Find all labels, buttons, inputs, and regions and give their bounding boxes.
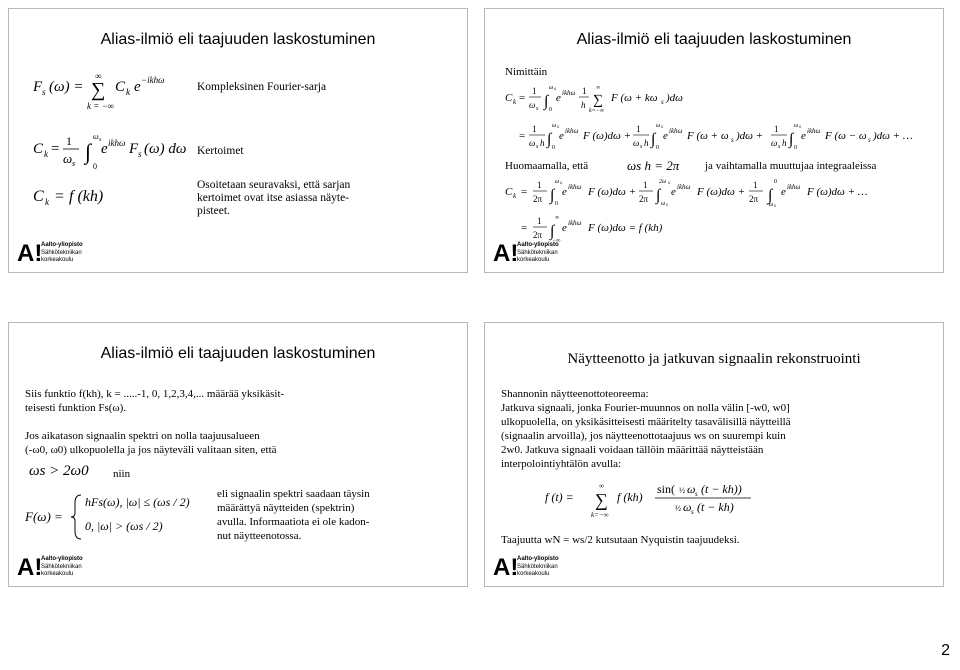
intro-text: Nimittäin [505,66,548,78]
svg-text:(t − kh)): (t − kh)) [701,482,742,496]
svg-text:s: s [640,144,643,150]
svg-text:h: h [581,100,586,110]
theorem-line-3: ulkopuolella, on yksikäsitteisesti määritelty tasavälisillä näytteillä [501,416,791,428]
svg-text:ikhω: ikhω [807,127,821,135]
interpolation-equation [545,475,805,523]
svg-text:s: s [72,159,76,168]
sampling-condition: ωs > 2ω0 [29,463,89,479]
svg-text:h: h [644,138,649,148]
slide-title: Näytteenotto ja jatkuvan signaalin rekonstruointi [567,351,861,367]
svg-text:sin(: sin( [657,482,675,496]
coefficients-label: Kertoimet [197,145,244,157]
svg-text:0: 0 [656,145,659,151]
result-description-line-1: Osoitetaan seuravaksi, että sarjan [197,179,351,191]
svg-text:F: F [33,79,43,95]
svg-text:F: F [129,141,139,157]
svg-text:0: 0 [552,145,555,151]
svg-text:½: ½ [679,486,685,495]
svg-text:h: h [782,138,787,148]
fourier-series-equation [33,69,193,117]
paragraph-2-line-2: (-ω0, ω0) ulkopuolella ja jos näyteväli valitaan siten, että [25,444,277,456]
svg-text:1: 1 [532,124,537,134]
svg-text:ω: ω [549,85,554,91]
svg-text:)dω +: )dω + [736,130,764,142]
svg-text:=: = [519,92,526,104]
piecewise-brace [71,493,83,541]
svg-text:∑: ∑ [593,93,603,108]
svg-text:ω: ω [63,151,73,166]
svg-text:ikhω: ikhω [562,89,576,97]
svg-text:s: s [560,181,562,186]
svg-text:k: k [126,87,130,97]
svg-text:k: k [513,192,517,200]
paragraph-1-line-2: teisesti funktion Fs(ω). [25,402,127,414]
svg-text:C: C [33,141,44,157]
svg-text:k=−∞: k=−∞ [589,108,605,114]
svg-text:f (kh): f (kh) [69,188,104,205]
slide-4 [484,322,944,587]
slide-3 [8,322,468,587]
result-equation [33,181,153,211]
university-line-2: Sähkötekniikan [41,563,82,570]
svg-text:s: s [661,98,664,106]
svg-text:s: s [774,204,776,209]
university-line-3: korkeakoulu [517,257,550,263]
svg-text:e: e [559,130,564,142]
piecewise-case-2: 0, |ω| > (ωs / 2) [85,519,163,533]
svg-text:s: s [557,125,559,130]
svg-text:ω: ω [529,100,536,110]
svg-text:e: e [801,130,806,142]
svg-text:ikhω: ikhω [568,183,582,191]
note-text-1: Huomaamalla, että [505,160,589,172]
final-equations [499,173,939,245]
svg-text:ikhω: ikhω [787,183,801,191]
svg-text:0: 0 [549,107,552,113]
university-line-2: Sähkötekniikan [517,563,558,570]
university-name [41,242,83,265]
svg-text:2π: 2π [639,194,649,204]
svg-text:1: 1 [66,134,72,148]
svg-text:−ikhω: −ikhω [141,75,165,85]
paragraph-2-line-1: Jos aikatason signaalin spektri on nolla taajuusalueen [25,430,260,442]
svg-text:e: e [562,222,567,234]
svg-text:∫: ∫ [544,93,549,110]
svg-text:s: s [778,144,781,150]
university-line-3: korkeakoulu [41,571,74,577]
svg-text:e: e [134,79,141,95]
svg-text:ikhω: ikhω [565,127,579,135]
slide-title: Alias-ilmiö eli taajuuden laskostuminen [100,345,376,362]
svg-text:k = −∞: k = −∞ [87,101,115,111]
svg-text:s: s [695,490,698,498]
slide-title: Alias-ilmiö eli taajuuden laskostuminen [100,31,376,48]
svg-text:0: 0 [555,201,558,207]
svg-text:s: s [99,137,102,143]
svg-text:=: = [51,141,60,157]
university-line-2: Sähkötekniikan [517,249,558,256]
svg-text:2π: 2π [533,194,543,204]
svg-text:C: C [115,79,126,95]
svg-text:s: s [42,87,46,97]
svg-text:C: C [33,188,44,205]
svg-text:½: ½ [675,504,681,513]
svg-text:F (ω)dω = f (kh): F (ω)dω = f (kh) [588,222,663,234]
svg-text:(ω) =: (ω) = [49,79,84,95]
result-description-line-2: kertoimet ovat itse asiassa näyte- [197,192,350,204]
svg-text:k: k [44,149,48,159]
svg-text:C: C [505,186,513,198]
slide-1 [8,8,468,273]
result-description-line-3: pisteet. [197,205,230,217]
svg-text:F (ω)dω + …: F (ω)dω + … [807,186,868,198]
svg-text:f (t) =: f (t) = [545,490,574,504]
svg-text:∑: ∑ [91,79,106,101]
svg-text:e: e [101,141,108,157]
paragraph-3-line-2: määrättyä näytteiden (spektrin) [217,502,355,514]
university-name [517,556,559,579]
university-line-3: korkeakoulu [517,571,550,577]
svg-text:ω: ω [661,201,666,207]
svg-text:ω: ω [794,123,799,129]
svg-text:s: s [868,136,871,144]
svg-text:∞: ∞ [599,482,604,490]
svg-text:k: k [513,98,517,106]
university-line-1: Aalto-yliopisto [41,242,83,248]
svg-text:s: s [666,203,668,208]
aalto-logo: A! [493,240,519,267]
svg-text:∞: ∞ [95,71,102,81]
university-line-1: Aalto-yliopisto [517,242,559,248]
svg-text:0: 0 [93,162,97,171]
svg-text:s: s [731,136,734,144]
theorem-line-4: (signaalin arvoilla), jos näytteenottotaajuus ws on suurempi kuin [501,430,786,442]
svg-text:e: e [556,92,561,104]
svg-text:f (kh): f (kh) [617,490,643,504]
svg-text:0: 0 [794,145,797,151]
svg-text:F (ω + kω: F (ω + kω [611,92,658,104]
svg-text:∑: ∑ [595,490,608,510]
svg-text:1: 1 [532,86,537,96]
svg-text:s: s [668,181,670,186]
fourier-series-label: Kompleksinen Fourier-sarja [197,81,327,93]
aalto-logo: A! [17,554,43,581]
svg-text:2ω: 2ω [659,179,667,185]
svg-text:(t − kh): (t − kh) [697,500,734,514]
coefficients-equation [33,127,193,175]
university-line-2: Sähkötekniikan [41,249,82,256]
svg-text:∞: ∞ [555,215,560,221]
svg-text:∫: ∫ [550,187,555,204]
note-text-2: ja vaihtamalla muuttujaa integraaleissa [705,160,877,172]
svg-text:∫: ∫ [768,187,773,204]
svg-text:1: 1 [537,180,542,190]
note-equation: ωs h = 2π [627,158,680,173]
university-name [41,556,83,579]
svg-text:2π: 2π [749,194,759,204]
svg-text:∫: ∫ [651,131,656,148]
svg-text:F (ω − ω: F (ω − ω [825,130,867,142]
svg-text:=: = [519,130,526,142]
svg-text:s: s [554,87,556,92]
paragraph-3-line-1: eli signaalin spektri saadaan täysin [217,488,370,500]
svg-text:(ω) dω: (ω) dω [144,141,187,157]
svg-text:∫: ∫ [656,187,661,204]
svg-text:e: e [671,186,676,198]
slide-2 [484,8,944,273]
svg-text:C: C [505,92,513,104]
svg-text:0: 0 [774,179,777,185]
svg-text:ω: ω [552,123,557,129]
svg-text:ikhω: ikhω [108,138,126,148]
svg-text:)dω + …: )dω + … [873,130,913,142]
svg-text:1: 1 [582,86,587,96]
svg-text:∫: ∫ [547,131,552,148]
svg-text:e: e [663,130,668,142]
paragraph-3-line-3: avulla. Informaatiota ei ole kadon- [217,516,370,528]
svg-text:s: s [138,149,142,159]
university-line-1: Aalto-yliopisto [517,556,559,562]
svg-text:ω: ω [93,132,99,141]
svg-text:−ω: −ω [765,202,774,208]
svg-text:=: = [55,188,65,205]
svg-text:ω: ω [687,482,696,496]
svg-text:h: h [540,138,545,148]
theorem-line-5: 2w0. Jatkuva signaali voidaan tällöin määrittää näytteistään [501,444,764,456]
svg-text:ω: ω [771,138,778,148]
svg-text:s: s [536,144,539,150]
svg-text:ikhω: ikhω [677,183,691,191]
svg-text:s: s [536,106,539,112]
svg-text:k: k [45,197,49,207]
aalto-logo: A! [17,240,43,267]
svg-text:ikhω: ikhω [568,219,582,227]
svg-text:e: e [781,186,786,198]
svg-text:∫: ∫ [550,223,555,240]
svg-text:F (ω + ω: F (ω + ω [687,130,729,142]
university-name [517,242,559,265]
aalto-logo: A! [493,554,519,581]
svg-text:=: = [521,186,528,198]
svg-text:=: = [521,222,528,234]
svg-text:ω: ω [656,123,661,129]
svg-text:s: s [691,508,694,516]
svg-text:k=−∞: k=−∞ [591,511,609,519]
page-number: 2 [941,642,950,659]
svg-text:ikhω: ikhω [669,127,683,135]
svg-text:ω: ω [633,138,640,148]
nyquist-text: Taajuutta wN = ws/2 kutsutaan Nyquistin taajuudeksi. [501,534,740,546]
spectrum-function-lhs: F(ω) = [25,509,63,524]
svg-text:−∞: −∞ [552,238,561,244]
svg-text:F (ω)dω +: F (ω)dω + [697,186,746,198]
svg-text:∫: ∫ [85,139,92,164]
piecewise-case-1: hFs(ω), |ω| ≤ (ωs / 2) [85,495,190,509]
svg-text:1: 1 [753,180,758,190]
svg-text:∞: ∞ [596,85,601,91]
paragraph-1-line-1: Siis funktio f(kh), k = .....-1, 0, 1,2,3,4,... määrää yksikäsit- [25,388,285,400]
paragraph-3-line-4: nut näytteenotossa. [217,530,302,542]
svg-text:F (ω)dω +: F (ω)dω + [583,130,632,142]
svg-text:1: 1 [537,216,542,226]
svg-text:s: s [661,125,663,130]
svg-text:1: 1 [636,124,641,134]
svg-text:2π: 2π [533,230,543,240]
svg-text:s: s [799,125,801,130]
theorem-line-1: Shannonin näytteenottoteoreema: [501,388,649,400]
slide-title: Alias-ilmiö eli taajuuden laskostuminen [576,31,852,48]
theorem-line-6: interpolointiyhtälön avulla: [501,458,622,470]
svg-text:e: e [562,186,567,198]
svg-text:1: 1 [643,180,648,190]
svg-text:F (ω)dω +: F (ω)dω + [588,186,637,198]
theorem-line-2: Jatkuva signaali, jonka Fourier-muunnos on nolla välin [-w0, w0] [501,402,790,414]
svg-text:∫: ∫ [789,131,794,148]
university-line-1: Aalto-yliopisto [41,556,83,562]
svg-text:ω: ω [683,500,692,514]
sampling-condition-suffix: niin [113,468,131,480]
svg-text:)dω: )dω [666,92,683,104]
svg-text:1: 1 [774,124,779,134]
university-line-3: korkeakoulu [41,257,74,263]
svg-text:ω: ω [529,138,536,148]
svg-text:ω: ω [555,179,560,185]
